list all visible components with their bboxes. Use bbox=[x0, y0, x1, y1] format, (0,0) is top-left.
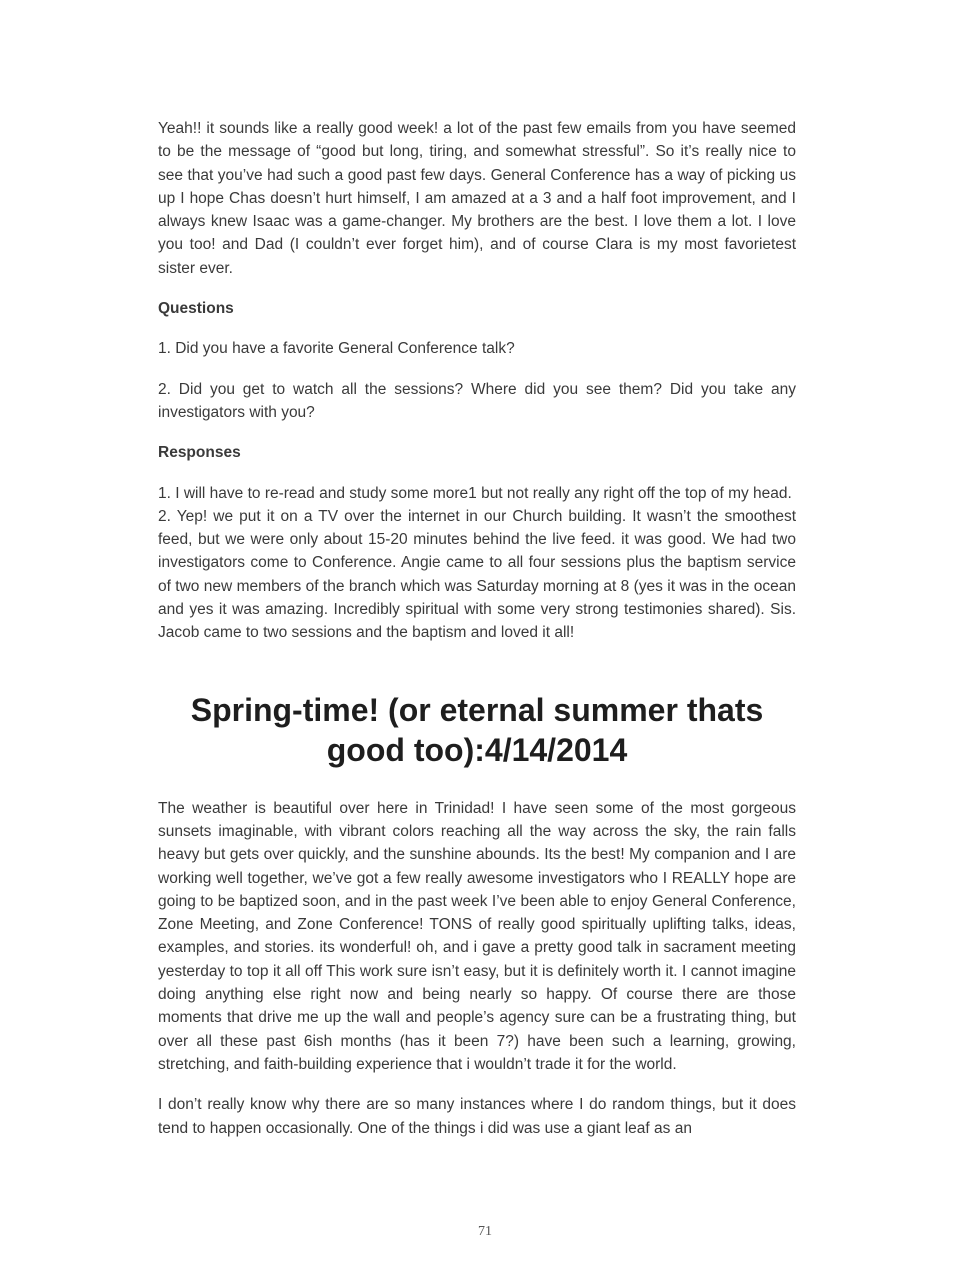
questions-heading: Questions bbox=[158, 300, 234, 318]
page-body bbox=[158, 117, 796, 1157]
chapter-title bbox=[158, 690, 796, 770]
page-number: 71 bbox=[478, 1224, 492, 1239]
chapter-title-line-2: good too):4/14/2014 bbox=[326, 731, 628, 768]
responses-heading: Responses bbox=[158, 444, 241, 462]
question-2: 2. Did you get to watch all the sessions? Where did you see them? Did you take any investigators with you? bbox=[158, 380, 796, 421]
response-2: 2. Yep! we put it on a TV over the internet in our Church building. It wasn’t the smoothest feed, but we were only about 15-20 minutes behind the live feed. it was good. We had two investigators come to Conference. Angie came to all four sessions plus the baptism service of two new members of the branch which was Saturday morning at 8 (yes it was in the ocean and yes it was amazing. Incredibly spiritual with some very strong testimonies shared). Sis. Jacob came to two sessions and the baptism and loved it all! bbox=[158, 507, 796, 642]
chapter-title-line-1: Spring-time! (or eternal summer thats bbox=[190, 691, 764, 728]
intro-paragraph: Yeah!! it sounds like a really good week! a lot of the past few emails from you have seemed to be the message of “good but long, tiring, and somewhat stressful”. So it’s really nice to see that you’ve had such a good past few days. General Conference has a way of picking us up I hope Chas doesn’t hurt himself, I am amazed at a 3 and a half foot improvement, and I always knew Isaac was a game-changer. My brothers are the best. I love them a lot. I love you too! and Dad (I couldn’t ever forget him), and of course Clara is my most favorietest sister ever. bbox=[158, 120, 796, 277]
response-1: 1. I will have to re-read and study some more1 but not really any right off the top of my head. bbox=[158, 484, 792, 502]
question-1: 1. Did you have a favorite General Conference talk? bbox=[158, 340, 515, 358]
chapter-paragraph-2: I don’t really know why there are so many instances where I do random things, but it does tend to happen occasionally. One of the things i did was use a giant leaf as an bbox=[158, 1096, 796, 1137]
chapter-paragraph-1: The weather is beautiful over here in Trinidad! I have seen some of the most gorgeous sunsets imaginable, with vibrant colors reaching all the way across the sky, the rain falls heavy but gets over quickly, and the sunshine abounds. Its the best! My companion and I are working well together, we’ve got a few really awesome investigators who I REALLY hope are going to be baptized soon, and in the past week I’ve been able to enjoy General Conference, Zone Meeting, and Zone Conference! TONS of really good spiritually uplifting talks, ideas, examples, and stories. its wonderful! oh, and i gave a pretty good talk in sacrament meeting yesterday to top it all off This work sure isn’t easy, but it is definitely worth it. I cannot imagine doing anything else right now and being nearly so happy. Of course there are those moments that drive me up the wall and people’s agency sure can be a frustrating thing, but over all these past 6ish months (has it been 7?) have been such a learning, growing, stretching, and faith-building experience that i wouldn’t trade it for the world. bbox=[158, 799, 796, 1073]
